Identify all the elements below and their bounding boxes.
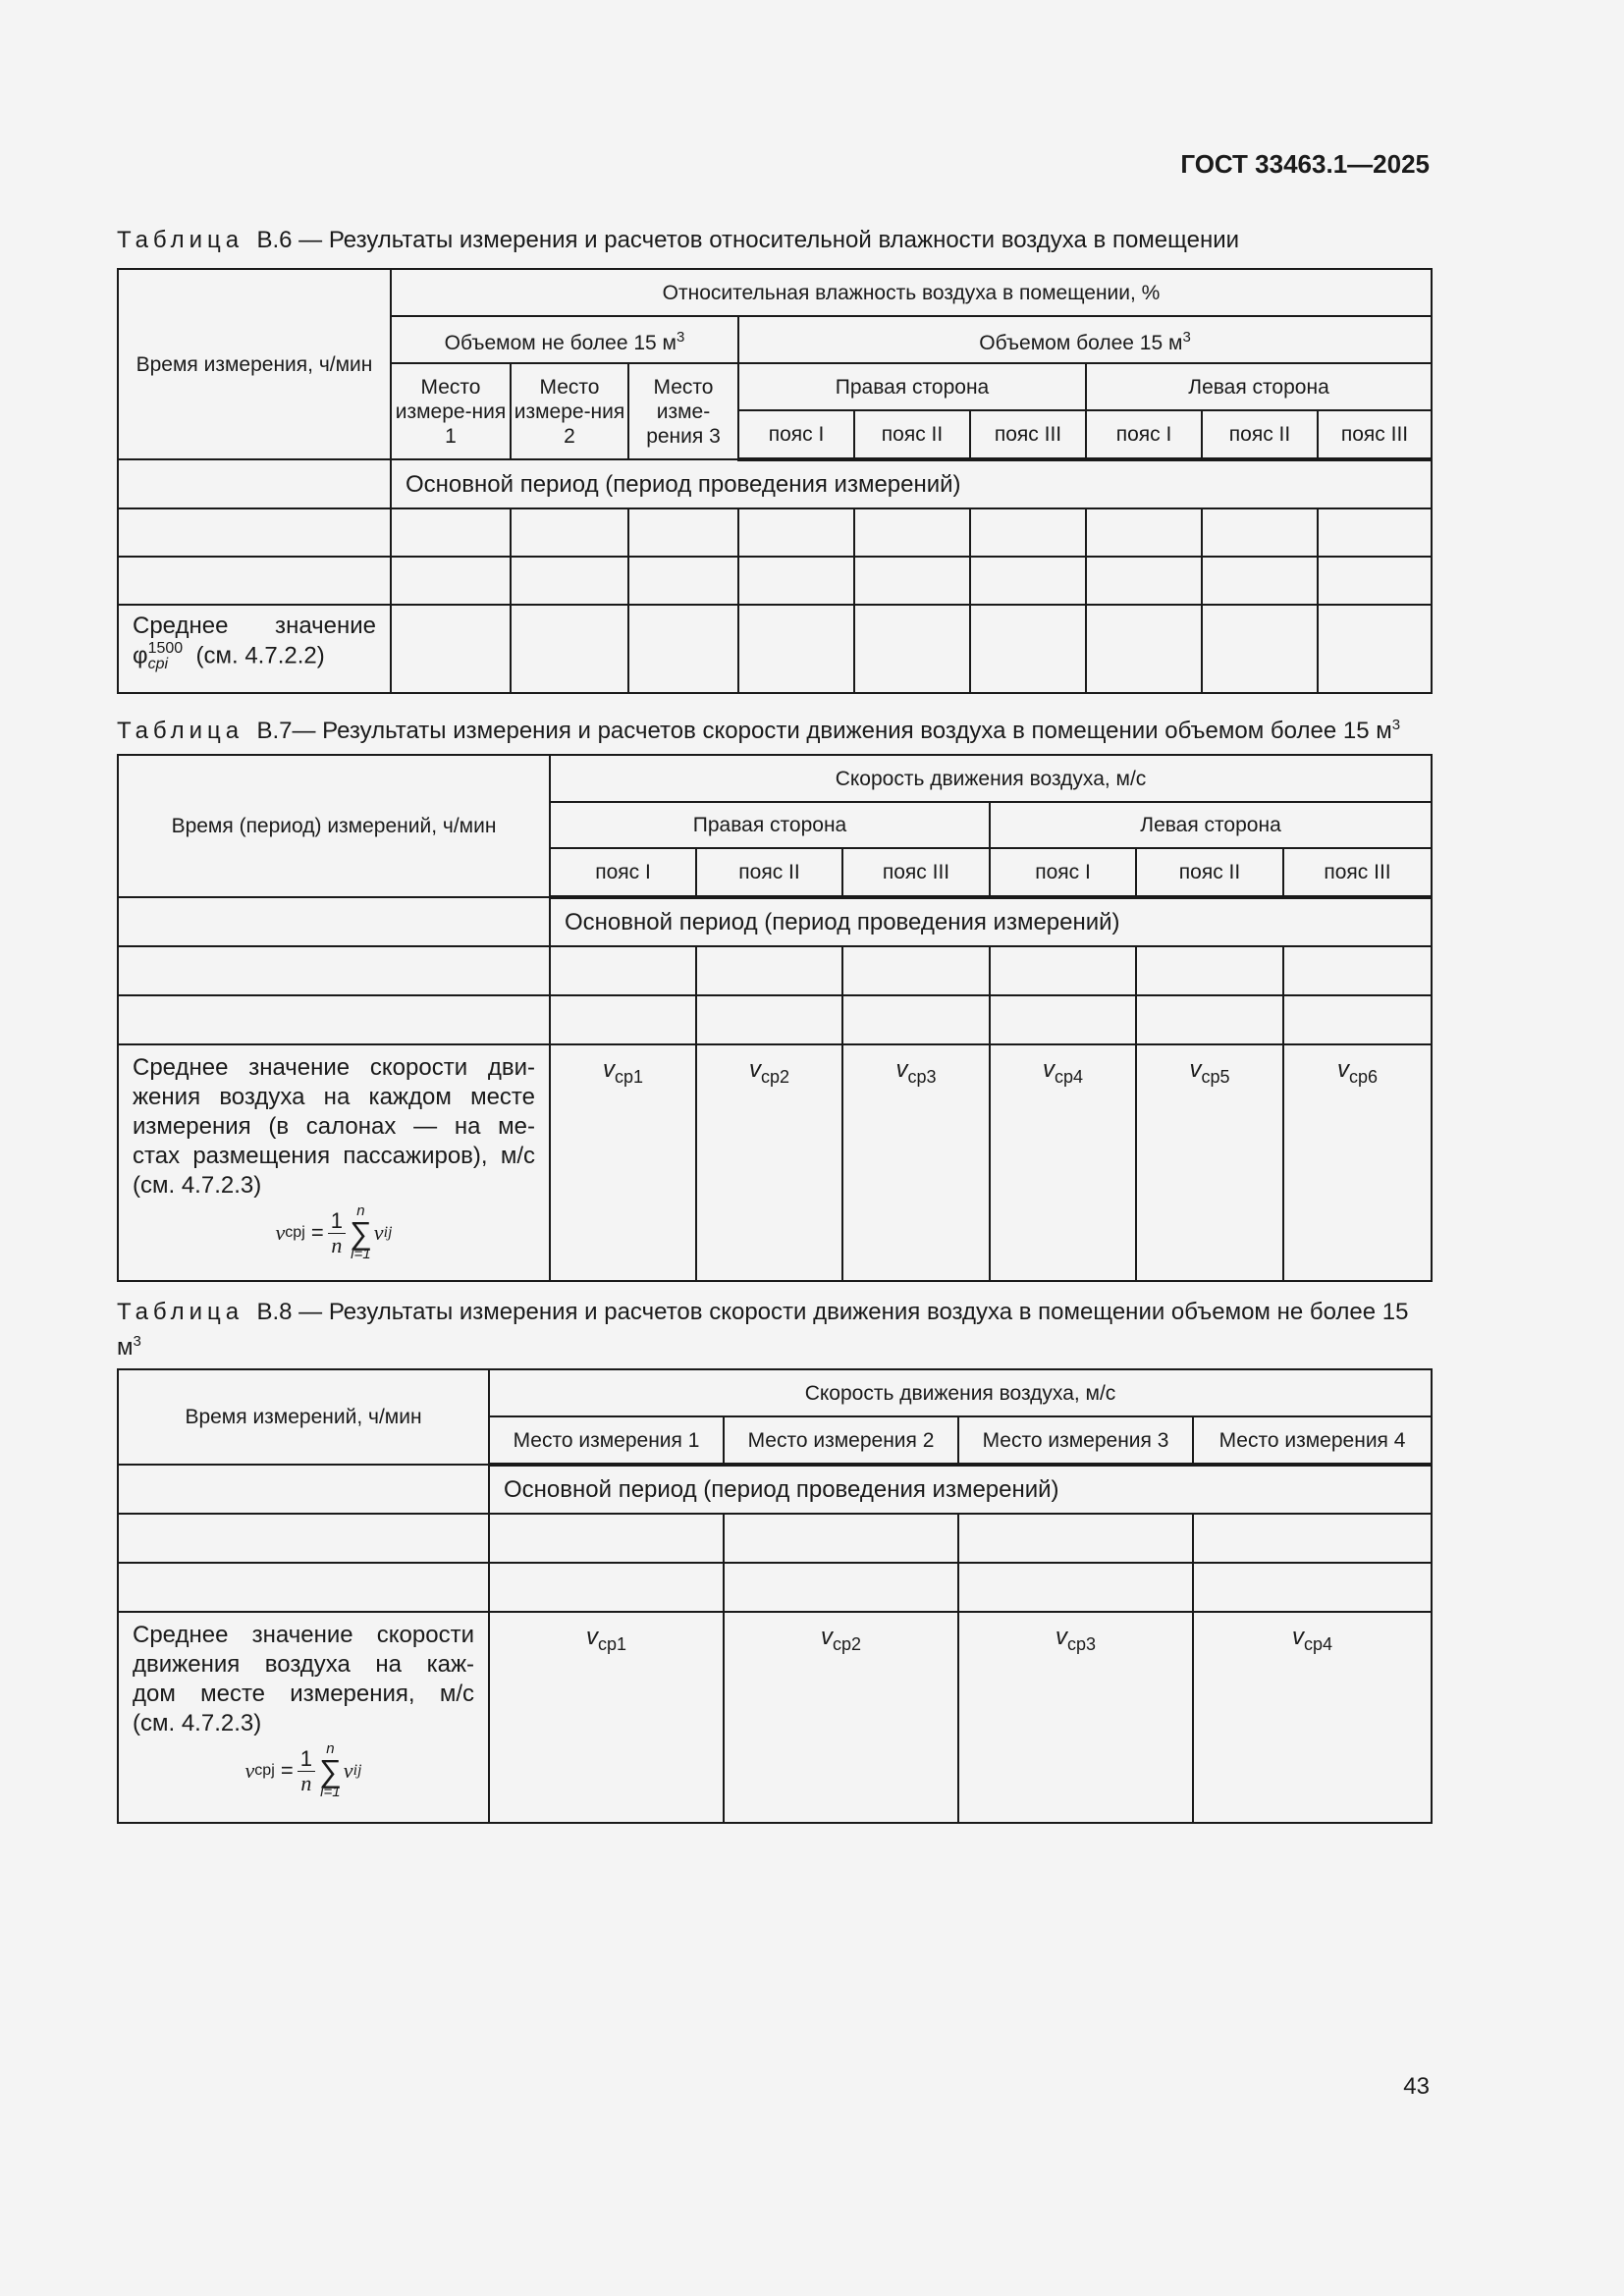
volume-small-header: Объемом не более 15 $м^3$ [391,316,738,363]
place-header: Место измере-ния 2 [511,363,628,459]
table-row [118,1514,1432,1563]
average-value: $v_{ср3}$ [842,1044,990,1281]
zone-header: пояс III [970,410,1086,459]
time-header: Время измерений, ч/мин [118,1369,489,1465]
table-row [118,995,1432,1044]
table-caption-b6: Таблица В.6 — Результаты измерения и расчетов относительной влажности воздуха в помещении [117,227,1240,253]
place-header: Место изме-рения 3 [628,363,738,459]
average-value: $v_{ср5}$ [1136,1044,1283,1281]
empty-cell [118,459,391,508]
zone-header: пояс III [1318,410,1432,459]
group-header: Скорость движения воздуха, м/с [489,1369,1432,1416]
document-code: ГОСТ 33463.1—2025 [1180,149,1430,179]
average-value: $v_{ср3}$ [958,1612,1193,1823]
average-label: Среднее значение φ 1500 срi (см. 4.7.2.2) [118,605,391,693]
volume-large-header: Объемом более 15 $м^3$ [738,316,1432,363]
time-header: Время (период) измерений, ч/мин [118,755,550,897]
period-row: Основной период (период проведения измерений) [391,459,1432,508]
average-formula: v срj = $\frac{1}{n}$ n ∑ i=1 v ij [244,1740,362,1800]
zone-header: пояс II [696,848,842,897]
zone-header: пояс III [1283,848,1432,897]
average-value: $v_{ср1}$ [489,1612,724,1823]
average-label: Среднее значение скорости движения воздуха на каж- дом месте измерения, м/с (см. 4.7.2.3) v срj = $\frac{1}{n}$ n ∑ i=1 v ij [118,1612,489,1823]
zone-header: пояс II [1202,410,1318,459]
zone-header: пояс I [990,848,1136,897]
group-header: Скорость движения воздуха, м/с [550,755,1432,802]
left-side-header: Левая сторона [990,802,1432,848]
right-side-header: Правая сторона [738,363,1086,410]
left-side-header: Левая сторона [1086,363,1432,410]
table-row [118,557,1432,605]
zone-header: пояс I [1086,410,1202,459]
place-header: Место измерения 2 [724,1416,958,1465]
table-caption-b7: Таблица В.7— Результаты измерения и расчетов скорости движения воздуха в помещении объемом более 15 $м^3$ [117,717,1401,744]
table-b6 [117,268,1433,694]
table-b8 [117,1368,1433,1824]
average-label: Среднее значение скорости дви- жения воздуха на каждом месте измерения (в салонах — на ме- стах размещения пассажиров), м/с (см. 4.7.2.3) v срj = $\frac{1}{n}$ n ∑ i=1 v ij [118,1044,550,1281]
average-value: $v_{ср2}$ [696,1044,842,1281]
zone-header: пояс II [854,410,970,459]
average-value: $v_{ср4}$ [990,1044,1136,1281]
zone-header: пояс I [550,848,696,897]
zone-header: пояс I [738,410,854,459]
average-value: $v_{ср4}$ [1193,1612,1432,1823]
period-row: Основной период (период проведения измерений) [489,1465,1432,1514]
right-side-header: Правая сторона [550,802,990,848]
average-value: $v_{ср6}$ [1283,1044,1432,1281]
group-header: Относительная влажность воздуха в помещении, % [391,269,1432,316]
table-row [118,508,1432,557]
average-value: $v_{ср1}$ [550,1044,696,1281]
average-value: $v_{ср2}$ [724,1612,958,1823]
table-caption-b8: Таблица В.8 — Результаты измерения и расчетов скорости движения воздуха в помещении объемом не более 15 $м^3$ [117,1299,1409,1361]
time-header: Время измерения, ч/мин [118,269,391,459]
zone-header: пояс II [1136,848,1283,897]
place-header: Место измере-ния 1 [391,363,511,459]
place-header: Место измерения 4 [1193,1416,1432,1465]
place-header: Место измерения 1 [489,1416,724,1465]
average-formula: v срj = $\frac{1}{n}$ n ∑ i=1 v ij [275,1202,393,1262]
page-number: 43 [1403,2073,1430,2100]
table-row [118,1563,1432,1612]
place-header: Место измерения 3 [958,1416,1193,1465]
zone-header: пояс III [842,848,990,897]
empty-cell [118,1465,489,1514]
empty-cell [118,897,550,946]
period-row: Основной период (период проведения измерений) [550,897,1432,946]
table-row [118,946,1432,995]
table-b7 [117,754,1433,1282]
